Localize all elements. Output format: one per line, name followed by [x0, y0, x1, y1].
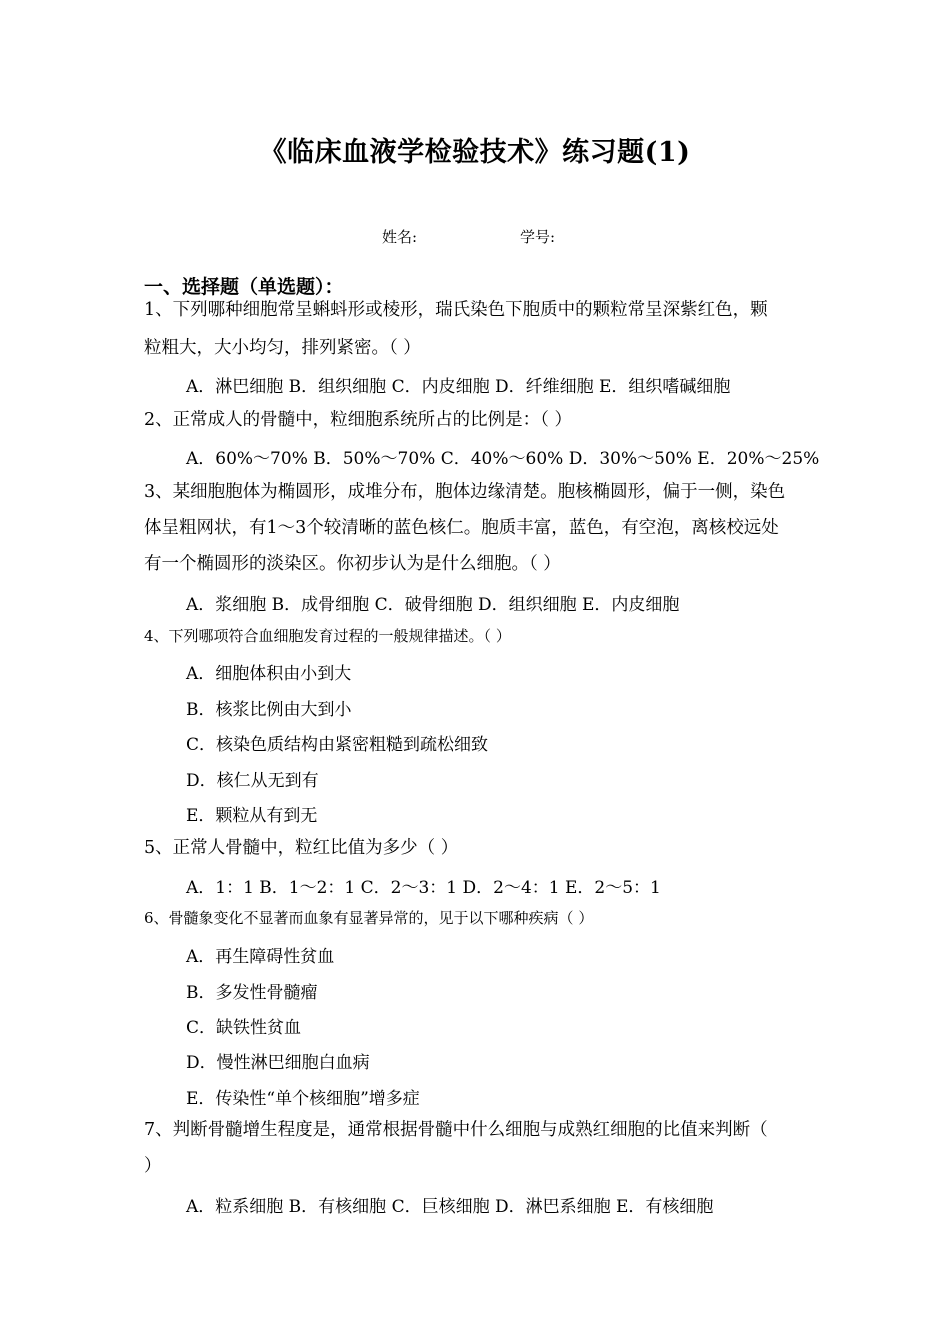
question-3-line-2: 体呈粗网状，有1～3个较清晰的蓝色核仁。胞质丰富，蓝色，有空泡，离核校远处 — [144, 518, 779, 538]
question-4-line-1: 4、下列哪项符合血细胞发育过程的一般规律描述。（ ） — [144, 627, 511, 645]
question-4-option-e: E．颗粒从有到无 — [186, 806, 318, 826]
question-2-line-1: 2、正常成人的骨髓中，粒细胞系统所占的比例是：（ ） — [144, 410, 572, 430]
question-4-option-c: C．核染色质结构由紧密粗糙到疏松细致 — [186, 735, 489, 755]
question-5-line-1: 5、正常人骨髓中，粒红比值为多少（ ） — [144, 838, 459, 858]
question-6-option-b: B．多发性骨髓瘤 — [186, 983, 318, 1003]
question-6-option-a: A．再生障碍性贫血 — [186, 947, 335, 967]
question-2-options: A．60%～70% B．50%～70% C．40%～60% D．30%～50% E．20%～25% — [186, 449, 820, 469]
name-label: 姓名: — [382, 228, 418, 246]
question-7-line-1: 7、判断骨髓增生程度是，通常根据骨髓中什么细胞与成熟红细胞的比值来判断（ — [144, 1120, 768, 1140]
section-heading: 一、选择题（单选题）： — [144, 276, 344, 298]
student-id-label: 学号: — [520, 228, 556, 246]
page-title: 《临床血液学检验技术》练习题(1) — [259, 137, 691, 168]
question-4-option-d: D．核仁从无到有 — [186, 771, 319, 791]
question-6-option-e: E．传染性“单个核细胞”增多症 — [186, 1089, 420, 1109]
question-5-options: A．1：1 B．1～2：1 C．2～3：1 D．2～4：1 E．2～5：1 — [186, 878, 661, 898]
question-1-line-1: 1、下列哪种细胞常呈蝌蚪形或棱形，瑞氏染色下胞质中的颗粒常呈深紫红色，颗 — [144, 300, 768, 320]
question-7-options: A．粒系细胞 B．有核细胞 C．巨核细胞 D．淋巴系细胞 E．有核细胞 — [186, 1197, 714, 1217]
question-3-line-3: 有一个椭圆形的淡染区。你初步认为是什么细胞。（ ） — [144, 554, 561, 574]
question-4-option-b: B．核浆比例由大到小 — [186, 700, 352, 720]
question-6-option-d: D．慢性淋巴细胞白血病 — [186, 1053, 370, 1073]
question-6-line-1: 6、骨髓象变化不显著而血象有显著异常的，见于以下哪种疾病（ ） — [144, 909, 594, 927]
question-6-option-c: C．缺铁性贫血 — [186, 1018, 302, 1038]
question-1-options: A．淋巴细胞 B．组织细胞 C．内皮细胞 D．纤维细胞 E．组织嗜碱细胞 — [186, 377, 731, 397]
question-7-line-2: ） — [144, 1156, 162, 1176]
question-3-options: A．浆细胞 B．成骨细胞 C．破骨细胞 D．组织细胞 E．内皮细胞 — [186, 595, 680, 615]
question-3-line-1: 3、某细胞胞体为椭圆形，成堆分布，胞体边缘清楚。胞核椭圆形，偏于一侧，染色 — [144, 482, 786, 502]
question-1-line-2: 粒粗大，大小均匀，排列紧密。（ ） — [144, 338, 421, 358]
question-4-option-a: A．细胞体积由小到大 — [186, 664, 352, 684]
